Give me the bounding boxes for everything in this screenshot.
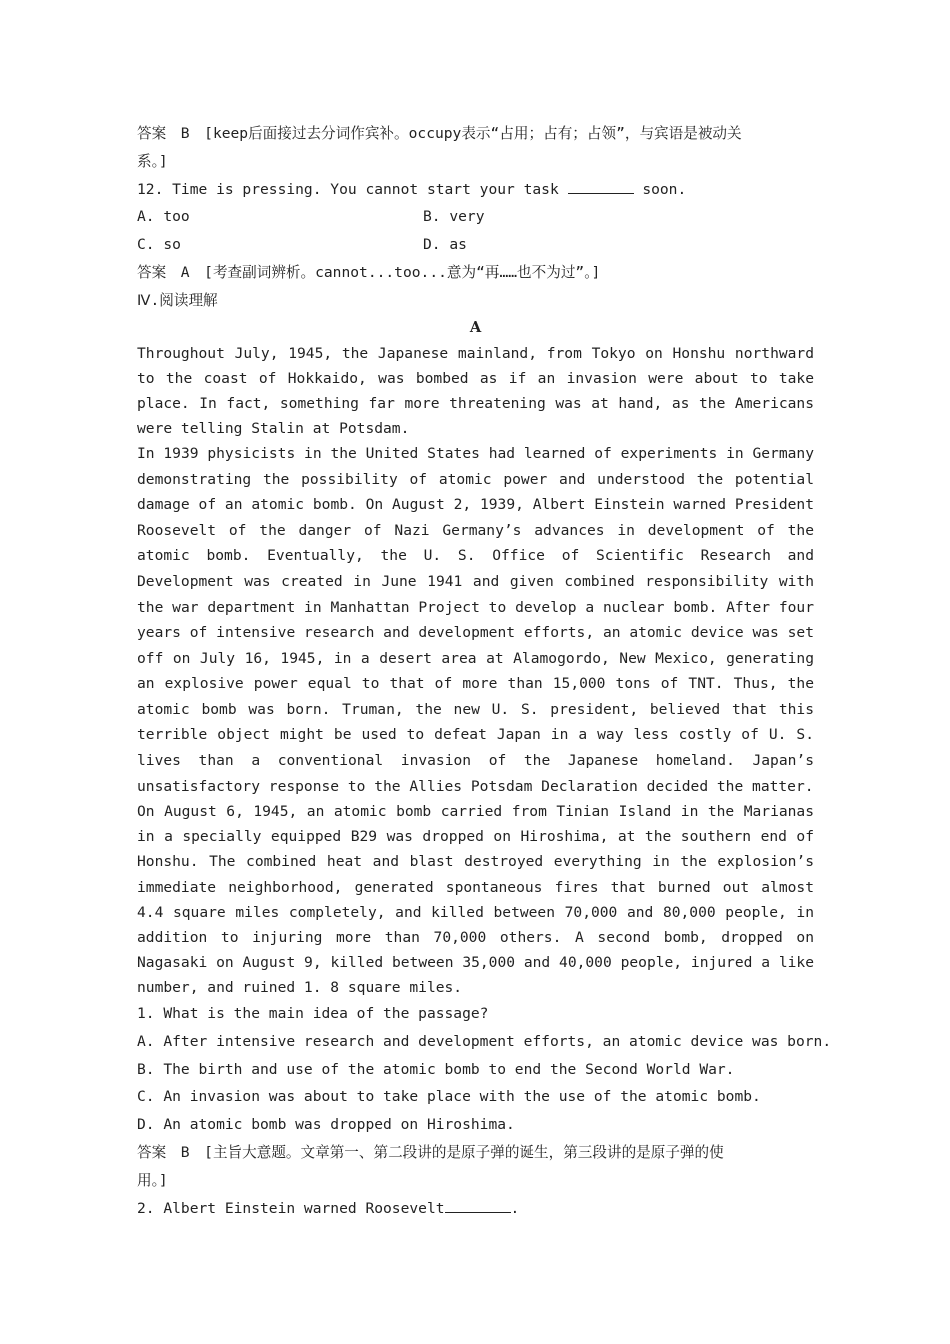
answer-1-line1: 答案 B [主旨大意题。文章第一、第二段讲的是原子弹的诞生，第三段讲的是原子弹的使 bbox=[137, 1144, 724, 1161]
question-12-stem bbox=[137, 176, 814, 204]
question-1-option-c: C. An invasion was about to take place with the use of the atomic bomb. bbox=[137, 1088, 761, 1106]
question-2-stem-text: 2. Albert Einstein warned Roosevelt bbox=[137, 1199, 445, 1217]
option-b: B. very bbox=[423, 208, 485, 226]
question-12-options-row2 bbox=[137, 231, 814, 259]
answer-11-line2: 系。] bbox=[137, 152, 168, 170]
section-title: Ⅳ.阅读理解 bbox=[137, 291, 218, 309]
question-1-option-d: D. An atomic bomb was dropped on Hiroshima. bbox=[137, 1116, 515, 1134]
question-12-stem-after: soon. bbox=[633, 180, 687, 198]
option-a: A. too bbox=[137, 208, 190, 226]
passage-paragraph-2: In 1939 physicists in the United States had learned of experiments in Germany demonstrating the possibility of atomic power and understood the potential damage of an atomic bomb. On August 2, 1939, Albert Einstein warned President Roosevelt of the danger of Nazi Germany’s advances in development of the atomic bomb. Eventually, the U. S. Office of Scientific Research and Development was created in June 1941 and given combined responsibility with the war department in Manhattan Project to develop a nuclear bomb. After four years of intensive research and development efforts, an atomic device was set off on July 16, 1945, in a desert area at Alamogordo, New Mexico, generating an explosive power equal to that of more than 15,000 tons of TNT. Thus, the atomic bomb was born. Truman, the new U. S. president, believed that this terrible object might be used to defeat Japan in a way less costly of U. S. lives than a conventional invasion of the Japanese homeland. Japan’s unsatisfactory response to the Allies Potsdam Declaration decided the matter. bbox=[137, 444, 814, 795]
document-content bbox=[137, 120, 832, 1222]
answer-blank bbox=[445, 1198, 511, 1213]
passage-label: A bbox=[469, 318, 482, 336]
question-12-stem-before: 12. Time is pressing. You cannot start your task bbox=[137, 180, 568, 198]
answer-12: 答案 A [考查副词辨析。cannot...too...意为“再……也不为过”。] bbox=[137, 263, 601, 281]
question-1-option-a: A. After intensive research and development efforts, an atomic device was born. bbox=[137, 1032, 832, 1050]
option-c: C. so bbox=[137, 236, 181, 254]
answer-1-line2: 用。] bbox=[137, 1171, 168, 1189]
question-2-stem bbox=[137, 1195, 814, 1223]
answer-blank bbox=[568, 179, 634, 194]
answer-11-line1: 答案 B [keep后面接过去分词作宾补。occupy表示“占用；占有；占领”，与宾语是被动关 bbox=[137, 125, 742, 142]
question-12-options-row1 bbox=[137, 203, 814, 231]
passage-paragraph-1: Throughout July, 1945, the Japanese mainland, from Tokyo on Honshu northward to the coast of Hokkaido, was bombed as if an invasion were about to take place. In fact, something far more threatening was at hand, as the Americans were telling Stalin at Potsdam. bbox=[137, 344, 814, 437]
question-2-stem-end: . bbox=[510, 1199, 520, 1217]
passage-paragraph-3: On August 6, 1945, an atomic bomb carried from Tinian Island in the Marianas in a specially equipped B29 was dropped on Hiroshima, at the southern end of Honshu. The combined heat and blast destroyed everything in the explosion’s immediate neighborhood, generated spontaneous fires that burned out almost 4.4 square miles completely, and killed between 70,000 and 80,000 people, in addition to injuring more than 70,000 others. A second bomb, dropped on Nagasaki on August 9, killed between 35,000 and 40,000 people, injured a like number, and ruined 1. 8 square miles. bbox=[137, 803, 814, 996]
option-d: D. as bbox=[423, 236, 467, 254]
question-1-option-b: B. The birth and use of the atomic bomb to end the Second World War. bbox=[137, 1060, 735, 1078]
question-1-stem: 1. What is the main idea of the passage? bbox=[137, 1005, 489, 1023]
